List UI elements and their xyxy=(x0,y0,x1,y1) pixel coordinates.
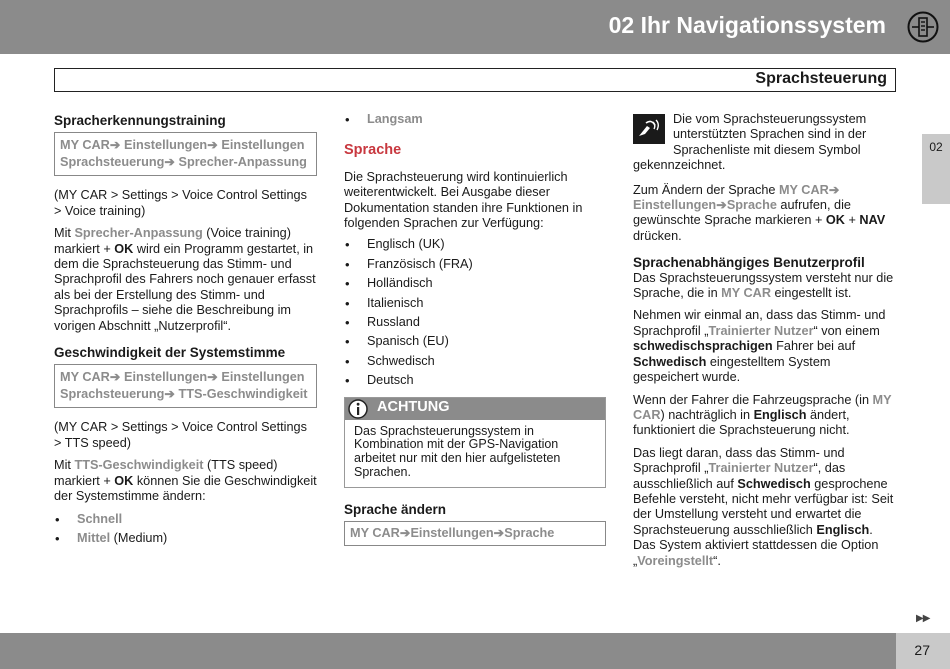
heading-voice-training: Spracherkennungstraining xyxy=(54,113,226,128)
text: können Sie die Geschwindigkeit der Systemstimme ändern: xyxy=(54,473,317,504)
language-item: • Französisch (FRA) xyxy=(344,257,606,272)
emphasis: schwedischsprachigen xyxy=(633,339,773,354)
language-item: • Holländisch xyxy=(344,276,606,291)
text: “ von einem xyxy=(813,323,880,338)
heading-change-language: Sprache ändern xyxy=(344,501,447,517)
list-item xyxy=(344,112,606,127)
menu-term: MY CAR xyxy=(721,286,771,301)
text: Zum Ändern der Sprache xyxy=(633,182,779,197)
path-item: TTS-Geschwindigkeit xyxy=(178,387,308,402)
button-term: OK xyxy=(825,213,845,228)
arrow-right-icon: ➔ xyxy=(207,138,218,153)
text: aufrufen, die gewünschte Sprache markieren + xyxy=(633,198,851,228)
language-item: • Italienisch xyxy=(344,296,606,311)
path-item: Sprecher-Anpassung xyxy=(178,155,307,170)
paragraph-voice-training xyxy=(54,226,317,334)
settings-path-en-tts: (MY CAR > Settings > Voice Control Settings > TTS speed) xyxy=(54,420,307,450)
menu-term: Einstellungen xyxy=(633,198,717,213)
speed-list-cont xyxy=(344,112,606,127)
warning-title: ACHTUNG xyxy=(377,398,450,415)
emphasis: Englisch xyxy=(753,407,807,422)
heading-language: Sprache xyxy=(344,142,402,159)
text: ) nachträglich in xyxy=(660,407,754,422)
heading-language-profile: Sprachenabhängiges Benutzerprofil xyxy=(633,255,865,271)
paragraph-language-symbol xyxy=(633,112,896,174)
text: Das Sprachsteuerungssystem versteht nur die Sprache, die in xyxy=(633,270,894,301)
path-item: Einstellungen Sprachsteuerung xyxy=(60,370,305,402)
paragraph-profile-2 xyxy=(633,308,896,385)
arrow-right-icon: ➔ xyxy=(109,138,121,153)
warning-text: Das Sprachsteuerungssystem in Kombination mit der GPS-Navigation arbeitet nur mit den hier aufgelisteten Sprachen. xyxy=(354,423,561,480)
text: eingestelltem System gespeichert wurde. xyxy=(633,354,831,385)
warning-info-icon xyxy=(347,398,371,420)
text: (TTS speed) markiert + xyxy=(54,458,278,488)
menu-term: MY CAR xyxy=(633,392,892,422)
language-item: • Schwedisch xyxy=(344,354,606,369)
warning-header xyxy=(345,398,605,420)
emphasis: Englisch xyxy=(816,522,870,537)
arrow-right-icon: ➔ xyxy=(828,182,840,197)
text: Nehmen wir einmal an, dass das Stimm- und Sprachprofil „ xyxy=(633,308,886,338)
column-3 xyxy=(633,112,896,576)
footer-bar xyxy=(0,633,896,669)
emphasis: Schwedisch xyxy=(737,476,811,491)
language-item: • Spanisch (EU) xyxy=(344,334,606,349)
paragraph-change-language xyxy=(633,183,896,245)
page-number-box xyxy=(896,633,950,669)
text: (Voice training) markiert + xyxy=(54,226,291,256)
paragraph-profile-1 xyxy=(633,271,896,302)
list-item xyxy=(54,531,317,546)
arrow-right-icon: ➔ xyxy=(493,526,505,541)
arrow-right-icon: ➔ xyxy=(399,526,411,541)
next-page-icon[interactable]: ▶▶ xyxy=(916,613,930,624)
text: eingestellt ist. xyxy=(771,286,852,301)
path-item: MY CAR xyxy=(350,526,400,541)
arrow-right-icon: ➔ xyxy=(716,198,727,213)
menu-term: Langsam xyxy=(367,112,423,126)
text: (Medium) xyxy=(110,530,168,545)
path-item: MY CAR xyxy=(60,138,110,153)
menu-path-tts-speed xyxy=(54,364,317,408)
column-1 xyxy=(54,113,317,554)
arrow-right-icon: ➔ xyxy=(109,370,121,385)
heading-tts-speed: Geschwindigkeit der Systemstimme xyxy=(54,345,286,361)
text: Das liegt daran, dass das Stimm- und Sprachprofil „ xyxy=(633,445,845,476)
text: drücken. xyxy=(633,228,682,243)
language-item: • Englisch (UK) xyxy=(344,237,606,252)
menu-path-voice-training xyxy=(54,132,317,176)
menu-term: Sprecher-Anpassung xyxy=(74,226,203,241)
path-item: Einstellungen xyxy=(410,526,494,541)
text: wird ein Programm gestartet, in dem die Sprachsteuerung das Stimm- und Sprachprofil des Fahrers noch genauer erfasst als bei der Erstellung des Stimm- und Sprachprofils – siehe die Beschreibung im vorigen Abschnitt „Nutzerprofil“. xyxy=(54,241,316,333)
button-term: OK xyxy=(114,473,134,488)
header-bar xyxy=(0,0,950,54)
chapter-tab xyxy=(922,134,950,204)
menu-term: Schnell xyxy=(77,511,123,526)
list-item xyxy=(54,512,317,527)
menu-term: Sprache xyxy=(726,198,777,213)
button-term: NAV xyxy=(859,213,886,228)
arrow-right-icon: ➔ xyxy=(164,387,175,402)
menu-term: Mittel xyxy=(77,530,111,545)
menu-term: TTS-Geschwindigkeit xyxy=(74,458,204,473)
chapter-tab-label: 02 xyxy=(929,140,943,154)
navigation-chapter-icon xyxy=(907,11,939,43)
menu-term: Trainierter Nutzer xyxy=(708,461,814,476)
text: ändert, funktioniert die Sprachsteuerung nicht. xyxy=(633,407,850,438)
arrow-right-icon: ➔ xyxy=(207,370,218,385)
column-2 xyxy=(344,112,606,558)
emphasis: Schwedisch xyxy=(633,354,707,369)
arrow-right-icon: ➔ xyxy=(164,155,175,170)
language-item: • Russland xyxy=(344,315,606,330)
menu-term: MY CAR xyxy=(778,182,829,197)
warning-box xyxy=(344,397,606,488)
path-item: Einstellungen xyxy=(124,370,208,385)
paragraph-profile-4 xyxy=(633,446,896,569)
path-item: Einstellungen xyxy=(124,138,208,153)
menu-term: Trainierter Nutzer xyxy=(708,323,814,338)
paragraph-tts-speed xyxy=(54,458,317,504)
text: Wenn der Fahrer die Fahrzeugsprache (in xyxy=(633,392,873,407)
section-title: Sprachsteuerung xyxy=(755,70,887,87)
text: . Das System aktiviert stattdessen die Option „ xyxy=(633,522,879,568)
text: “. xyxy=(713,553,721,568)
text: gesprochene Befehle versteht, nicht mehr verfügbar ist: Seit der Umstellung versteht und erwartet die Sprachsteuerung ausschließlich xyxy=(633,476,894,537)
section-header xyxy=(54,68,896,92)
text: + xyxy=(844,213,860,228)
menu-term: Voreingstellt xyxy=(637,553,714,568)
path-item: Einstellungen Sprachsteuerung xyxy=(60,138,305,170)
path-item: Sprache xyxy=(504,526,555,541)
language-voice-icon xyxy=(633,114,665,144)
chapter-title: 02 Ihr Navigationssystem xyxy=(608,12,886,38)
menu-path-language xyxy=(344,521,606,546)
text: Mit xyxy=(54,458,75,473)
text: Die vom Sprachsteuerungssystem unterstützten Sprachen sind in der Sprachenliste mit diesem Symbol gekennzeichnet. xyxy=(633,112,867,173)
language-list xyxy=(344,237,606,388)
paragraph-languages: Die Sprachsteuerung wird kontinuierlich weiterentwickelt. Bei Ausgabe dieser Dokumentation standen ihre Funktionen in folgenden Sprachen zur Verfügung: xyxy=(344,169,583,231)
page-number: 27 xyxy=(914,642,930,658)
button-term: OK xyxy=(114,241,134,256)
paragraph-profile-3 xyxy=(633,393,896,439)
settings-path-en: (MY CAR > Settings > Voice Control Settings > Voice training) xyxy=(54,188,307,218)
language-item: • Deutsch xyxy=(344,373,606,388)
text: Fahrer bei auf xyxy=(772,339,856,354)
text: Mit xyxy=(54,226,75,241)
path-item: MY CAR xyxy=(60,370,110,385)
text: “, das ausschließlich auf xyxy=(633,461,846,491)
speed-list xyxy=(54,512,317,547)
